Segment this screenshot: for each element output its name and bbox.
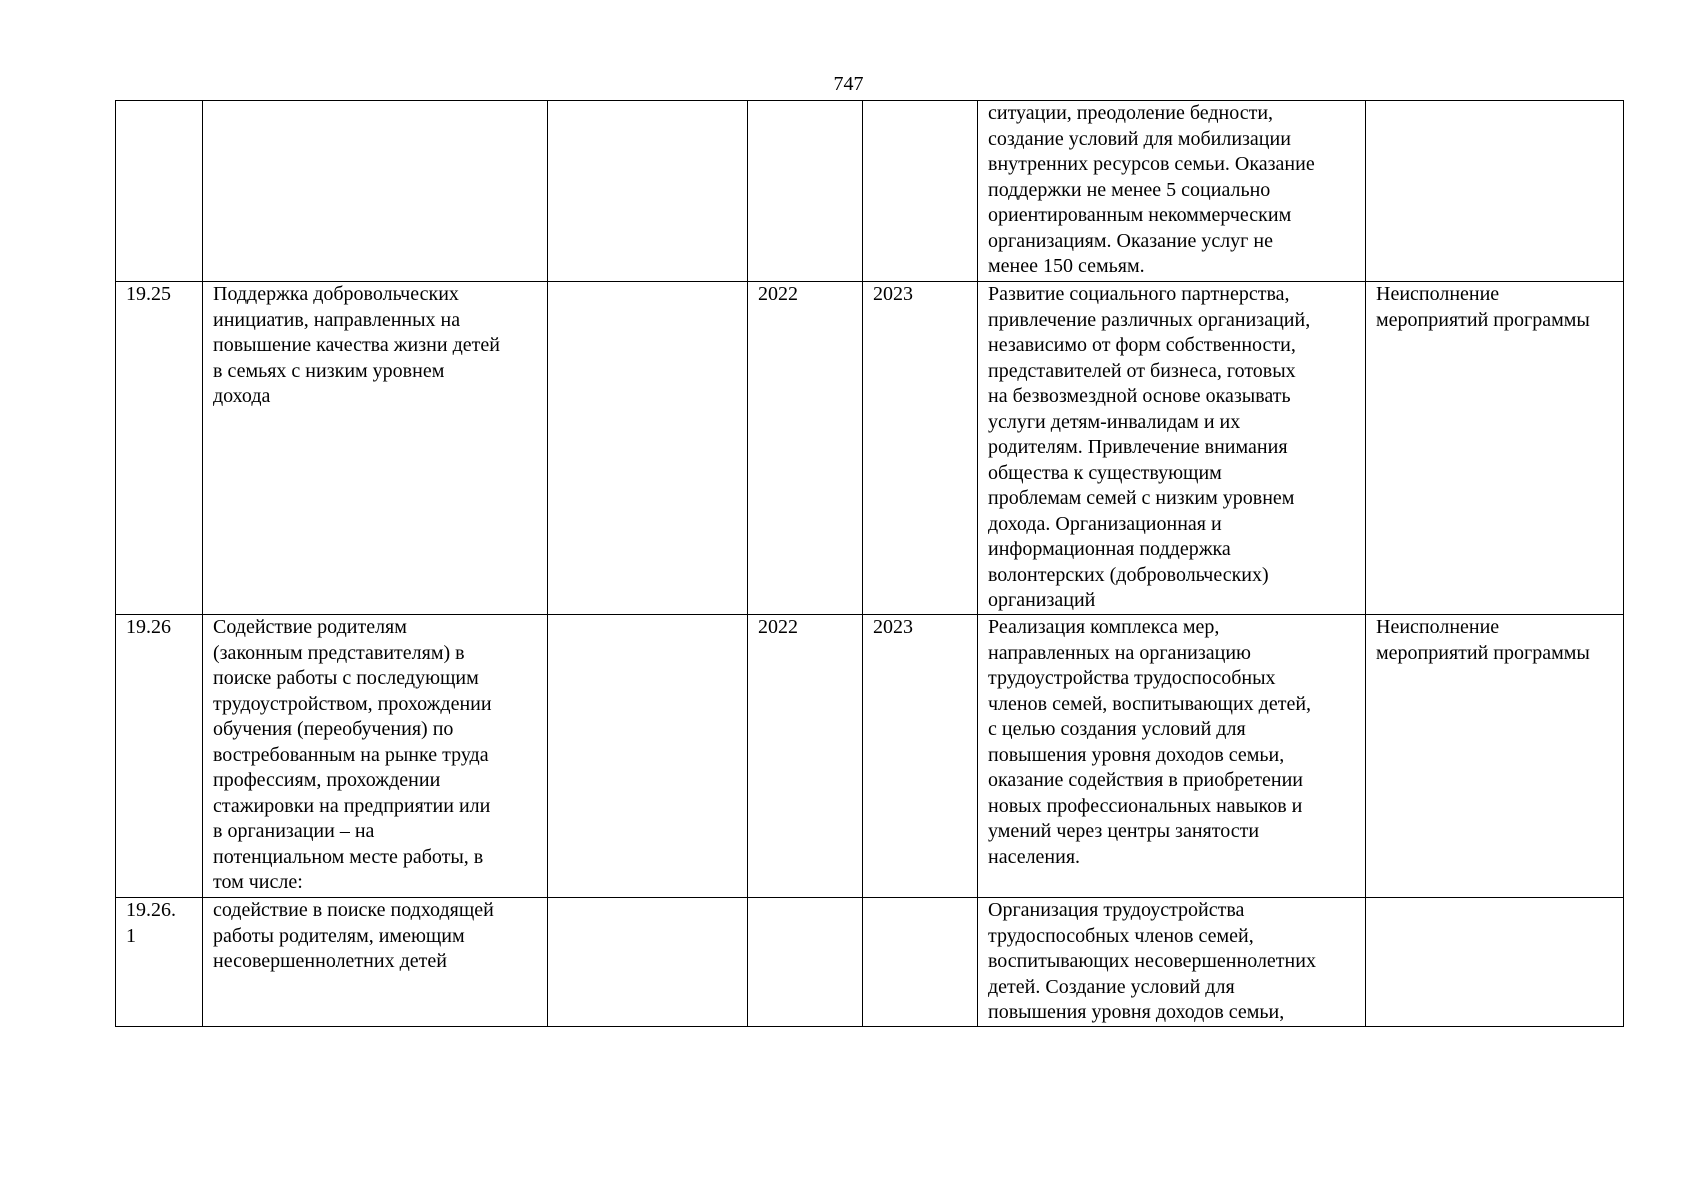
cell-item-number	[116, 101, 203, 282]
table-row	[116, 282, 1624, 615]
cell-action	[203, 101, 548, 282]
cell-end-year	[863, 101, 978, 282]
table-row	[116, 615, 1624, 898]
cell-start-year: 2022	[748, 615, 863, 898]
cell-start-year	[748, 101, 863, 282]
cell-expected-result: Реализация комплекса мер, направленных на организацию трудоустройства трудоспособных членов семей, воспитывающих детей, с целью создания условий для повышения уровня доходов семьи, оказание содействия в приобретении новых профессиональных навыков и умений через центры занятости населения.	[978, 615, 1366, 898]
cell-executor	[548, 101, 748, 282]
cell-action: Содействие родителям (законным представителям) в поиске работы с последующим трудоустройством, прохождении обучения (переобучения) по востребованным на рынке труда профессиям, прохождении стажировки на предприятии или в организации – на потенциальном месте работы, в том числе:	[203, 615, 548, 898]
cell-item-number: 19.26	[116, 615, 203, 898]
cell-end-year: 2023	[863, 282, 978, 615]
cell-consequence: Неисполнение мероприятий программы	[1366, 282, 1624, 615]
cell-consequence	[1366, 101, 1624, 282]
page-number: 747	[833, 73, 864, 95]
cell-start-year	[748, 898, 863, 1027]
cell-executor	[548, 615, 748, 898]
cell-consequence: Неисполнение мероприятий программы	[1366, 615, 1624, 898]
cell-expected-result: Развитие социального партнерства, привлечение различных организаций, независимо от форм собственности, представителей от бизнеса, готовых на безвозмездной основе оказывать услуги детям-инвалидам и их родителям. Привлечение внимания общества к существующим проблемам семей с низким уровнем дохода. Организационная и информационная поддержка волонтерских (добровольческих) организаций	[978, 282, 1366, 615]
cell-executor	[548, 282, 748, 615]
table-row	[116, 101, 1624, 282]
cell-end-year: 2023	[863, 615, 978, 898]
cell-end-year	[863, 898, 978, 1027]
cell-action: содействие в поиске подходящей работы родителям, имеющим несовершеннолетних детей	[203, 898, 548, 1027]
measures-table	[115, 100, 1624, 1027]
cell-item-number: 19.25	[116, 282, 203, 615]
cell-start-year: 2022	[748, 282, 863, 615]
cell-expected-result: ситуации, преодоление бедности, создание условий для мобилизации внутренних ресурсов семьи. Оказание поддержки не менее 5 социально ориентированным некоммерческим организациям. Оказание услуг не менее 150 семьям.	[978, 101, 1366, 282]
cell-consequence	[1366, 898, 1624, 1027]
cell-action: Поддержка добровольческих инициатив, направленных на повышение качества жизни детей в семьях с низким уровнем дохода	[203, 282, 548, 615]
table-row	[116, 898, 1624, 1027]
cell-executor	[548, 898, 748, 1027]
cell-item-number: 19.26. 1	[116, 898, 203, 1027]
cell-expected-result: Организация трудоустройства трудоспособных членов семей, воспитывающих несовершеннолетних детей. Создание условий для повышения уровня доходов семьи,	[978, 898, 1366, 1027]
